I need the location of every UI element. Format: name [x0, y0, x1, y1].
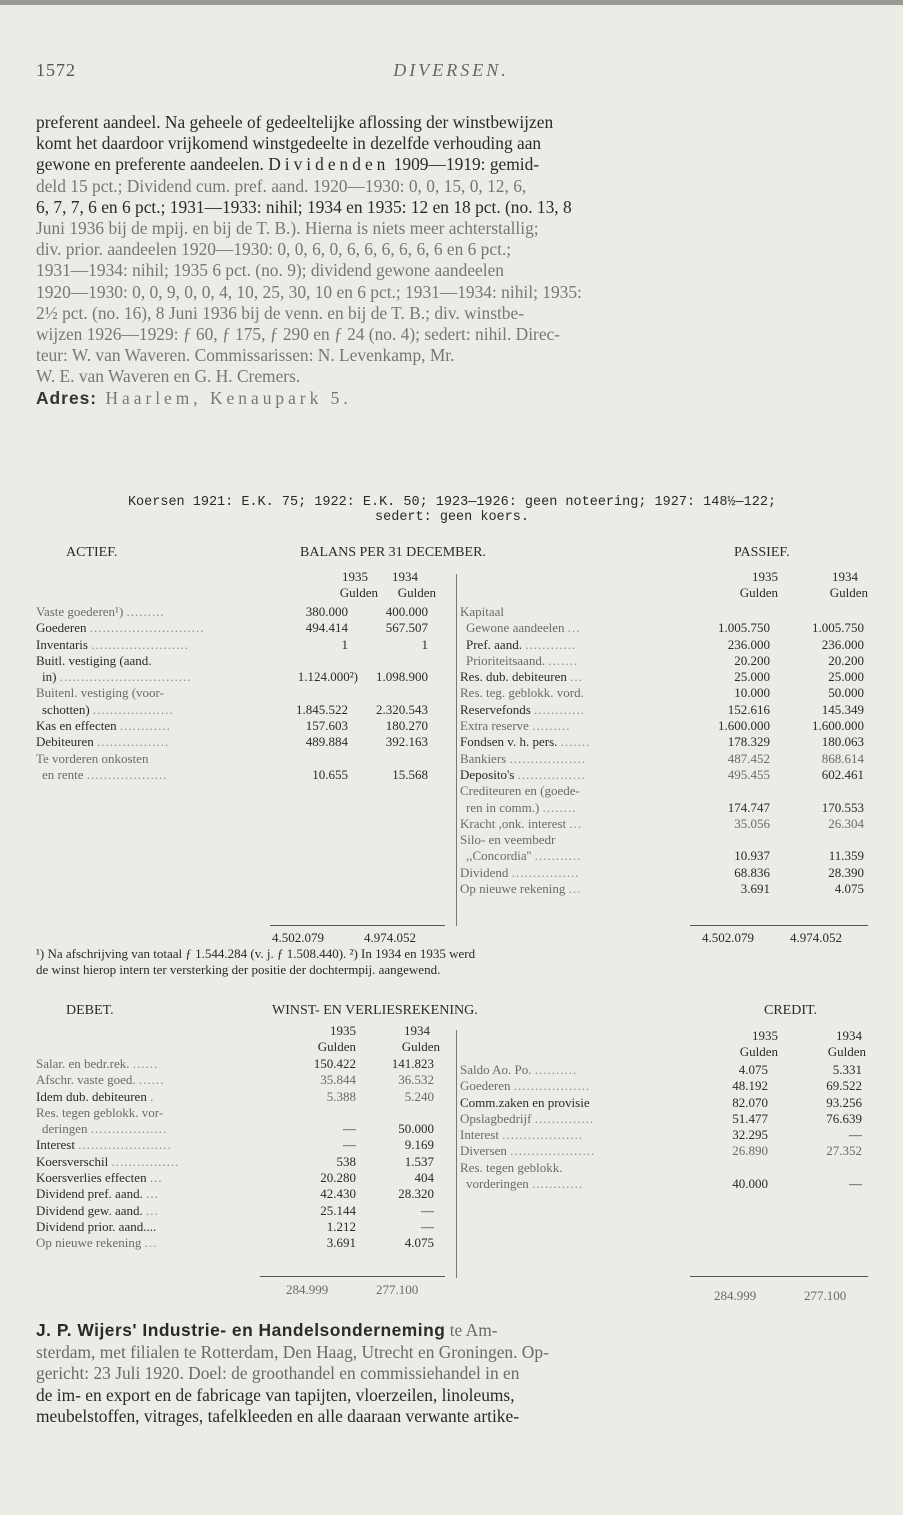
- passief-row: Dividend ................ 68.836 28.390: [460, 864, 864, 880]
- page-number: 1572: [36, 60, 76, 80]
- intro-line: 2½ pct. (no. 16), 8 Juni 1936 bij de venn. en bij de T. B.; div. winstbe-: [36, 302, 525, 323]
- debet-row: Salar. en bedr.rek. ...... 150.422 141.823: [36, 1056, 434, 1071]
- debet-row: Koersverschil ................ 538 1.537: [36, 1153, 434, 1169]
- year-heading: 1935: [342, 569, 368, 584]
- footnote-line: de winst hierop intern ter versterking der positie der dochtermpij. aangewend.: [36, 962, 441, 977]
- passief-row: Res. dub. debiteuren ... 25.000 25.000: [460, 669, 864, 685]
- credit-row: Goederen .................. 48.192 69.522: [460, 1078, 862, 1094]
- year-heading: 1934: [404, 1023, 430, 1038]
- top-rule: [0, 0, 903, 5]
- debet-row: Res. tegen geblokk. vor-: [36, 1104, 164, 1120]
- credit-row: Interest ................... 32.295 —: [460, 1127, 862, 1143]
- balans-right-total-rule: [690, 925, 868, 926]
- passief-row: Deposito's ................ 495.455 602.461: [460, 766, 864, 782]
- passief-row: Reservefonds ............ 152.616 145.349: [460, 701, 864, 717]
- actief-row: Inventaris ....................... 1 1: [36, 636, 428, 652]
- debet-heading: DEBET.: [66, 1003, 114, 1018]
- actief-row: schotten) ................... 1.845.522 2.320.543: [42, 701, 428, 717]
- passief-row: Kapitaal: [460, 604, 505, 619]
- unit-heading: Gulden: [317, 1039, 356, 1055]
- company-entry: [36, 1320, 868, 1428]
- credit-row: Res. tegen geblokk.: [460, 1159, 563, 1175]
- balans-column-divider: [456, 574, 457, 926]
- debet-row: Koersverlies effecten ... 20.280 404: [36, 1170, 434, 1186]
- year-heading: 1934: [832, 569, 858, 584]
- balans-title: BALANS PER 31 DECEMBER.: [300, 545, 486, 560]
- actief-row: en rente ................... 10.655 15.568: [42, 766, 428, 782]
- passief-columns-header: [458, 569, 868, 602]
- actief-row: Vaste goederen¹) ......... 380.000 400.000: [36, 604, 428, 619]
- balans-total: 4.502.079: [272, 930, 324, 945]
- passief-row: Res. teg. geblokk. vord. 10.000 50.000: [460, 685, 864, 701]
- debet-row: deringen .................. — 50.000: [42, 1121, 434, 1137]
- koersen-text: sedert: geen koers.: [375, 510, 529, 525]
- unit-heading: Gulden: [401, 1039, 440, 1055]
- passief-row: Op nieuwe rekening ... 3.691 4.075: [460, 881, 864, 897]
- intro-line: W. E. van Waveren en G. H. Cremers.: [36, 366, 301, 387]
- wv-total: 284.999: [286, 1282, 329, 1297]
- balans-title-row: [36, 545, 868, 565]
- debet-row: Op nieuwe rekening ... 3.691 4.075: [36, 1235, 434, 1251]
- intro-line: 1931—1934: nihil; 1935 6 pct. (no. 9); dividend gewone aandeelen: [36, 260, 505, 281]
- credit-heading: CREDIT.: [764, 1003, 818, 1018]
- actief-list: [36, 604, 436, 783]
- balans-total: 4.974.052: [364, 930, 416, 945]
- passief-heading: PASSIEF.: [734, 545, 790, 560]
- passief-row: Prioriteitsaand. ....... 20.200 20.200: [466, 652, 864, 668]
- intro-line: 6, 7, 7, 6 en 6 pct.; 1931—1933: nihil; 1934 en 1935: 12 en 18 pct. (no. 13, 8: [36, 196, 572, 217]
- wv-title-row: [36, 1003, 868, 1023]
- passief-row: Silo- en veembedr: [460, 832, 556, 848]
- wv-total: 277.100: [376, 1282, 419, 1297]
- wv-left-total-rule: [260, 1276, 445, 1277]
- wv-title: WINST- EN VERLIESREKENING.: [272, 1003, 478, 1018]
- passief-row: Crediteuren en (goede-: [460, 783, 580, 799]
- dividenden-spaced: Dividenden: [268, 154, 390, 175]
- closing-line: meubelstoffen, vitrages, tafelkleeden en alle daaraan verwante artike-: [36, 1406, 519, 1426]
- actief-row: Kas en effecten ............ 157.603 180.270: [36, 718, 428, 734]
- adres-line: [36, 388, 868, 409]
- running-head: DIVERSEN.: [393, 60, 509, 80]
- passief-row: Fondsen v. h. pers. ....... 178.329 180.063: [460, 734, 864, 750]
- intro-line: Juni 1936 bij de mpij. en bij de T. B.). Hierna is niets meer achterstallig;: [36, 218, 539, 239]
- closing-line: gericht: 23 Juli 1920. Doel: de groothandel en commissiehandel in en: [36, 1363, 520, 1383]
- adres-label: Adres:: [36, 387, 98, 408]
- unit-heading: Gulden: [739, 585, 778, 601]
- passief-row: Extra reserve ......... 1.600.000 1.600.000: [460, 718, 864, 734]
- intro-line: deld 15 pct.; Dividend cum. pref. aand. 1920—1930: 0, 0, 15, 0, 12, 6,: [36, 175, 527, 196]
- adres-value: Haarlem, Kenaupark 5.: [97, 387, 352, 408]
- page-header: [36, 60, 866, 86]
- actief-row: in) ............................... 1.124.000²) 1.098.900: [42, 669, 428, 685]
- passief-row: Gewone aandeelen ... 1.005.750 1.005.750: [466, 620, 864, 636]
- passief-row: ,,Concordia'' ........... 10.937 11.359: [466, 848, 864, 864]
- intro-line: 1920—1930: 0, 0, 9, 0, 0, 4, 10, 25, 30, 10 en 6 pct.; 1931—1934: nihil; 1935:: [36, 281, 582, 302]
- closing-line: J. P. Wijers' Industrie- en Handelsonderneming te Am-: [36, 1320, 498, 1340]
- year-heading: 1935: [752, 1028, 778, 1043]
- year-heading: 1935: [330, 1023, 356, 1038]
- passief-row: ren in comm.) ........ 174.747 170.553: [466, 799, 864, 815]
- credit-row: Comm.zaken en provisie 82.070 93.256: [460, 1094, 862, 1110]
- closing-line: sterdam, met filialen te Rotterdam, Den Haag, Utrecht en Groningen. Op-: [36, 1341, 549, 1362]
- unit-heading: Gulden: [829, 585, 868, 601]
- balans-total: 4.974.052: [790, 930, 842, 945]
- wv-total: 277.100: [804, 1288, 847, 1303]
- actief-columns-header: [36, 569, 436, 602]
- debet-list: [36, 1056, 446, 1252]
- credit-row: vorderingen ............ 40.000 —: [466, 1176, 862, 1192]
- intro-line: teur: W. van Waveren. Commissarissen: N. Levenkamp, Mr.: [36, 345, 455, 366]
- actief-row: Buitl. vestiging (aand.: [36, 652, 152, 668]
- passief-row: Bankiers .................. 487.452 868.614: [460, 750, 864, 766]
- actief-row: Buitenl. vestiging (voor-: [36, 685, 164, 701]
- balans-left-total-rule: [270, 925, 445, 926]
- debet-row: Dividend prior. aand.... 1.212 —: [36, 1218, 434, 1234]
- debet-row: Idem dub. debiteuren . 5.388 5.240: [36, 1088, 434, 1104]
- intro-line: komt het daardoor vrijkomend winstgedeelte in dezelfde verhouding aan: [36, 133, 542, 154]
- debet-columns-header: [36, 1023, 446, 1056]
- unit-heading: Gulden: [397, 585, 436, 601]
- credit-list: [460, 1062, 868, 1192]
- year-heading: 1934: [836, 1028, 862, 1043]
- actief-row: Te vorderen onkosten: [36, 750, 149, 766]
- company-name: J. P. Wijers' Industrie- en Handelsonderneming: [36, 1320, 446, 1340]
- intro-line: preferent aandeel. Na geheele of gedeeltelijke aflossing der winstbewijzen: [36, 112, 554, 132]
- wv-total: 284.999: [714, 1288, 757, 1303]
- unit-heading: Gulden: [739, 1044, 778, 1060]
- passief-row: Pref. aand. ............ 236.000 236.000: [466, 636, 864, 652]
- actief-row: Goederen ........................... 494.414 567.507: [36, 620, 428, 636]
- passief-row: Kracht ,onk. interest ... 35.056 26.304: [460, 815, 864, 831]
- actief-heading: ACTIEF.: [66, 545, 118, 560]
- koersen-text: Koersen 1921: E.K. 75; 1922: E.K. 50; 1923—1926: geen noteering; 1927: 148½—122;: [127, 495, 777, 510]
- wv-column-divider: [456, 1030, 457, 1278]
- passief-list: [460, 604, 868, 897]
- koersen-line: [36, 495, 868, 525]
- intro-line: gewone en preferente aandeelen. Dividenden 1909—1919: gemid-: [36, 154, 540, 175]
- debet-row: Dividend pref. aand. ... 42.430 28.320: [36, 1186, 434, 1202]
- closing-line: de im- en export en de fabricage van tapijten, vloerzeilen, linoleums,: [36, 1384, 515, 1405]
- credit-columns-header: [458, 1028, 868, 1061]
- year-heading: 1934: [392, 569, 418, 584]
- wv-right-total-rule: [690, 1276, 868, 1277]
- unit-heading: Gulden: [827, 1044, 866, 1060]
- intro-line: wijzen 1926—1929: ƒ 60, ƒ 175, ƒ 290 en ƒ 24 (no. 4); sedert: nihil. Direc-: [36, 324, 561, 345]
- debet-row: Interest ...................... — 9.169: [36, 1137, 434, 1153]
- balans-total: 4.502.079: [702, 930, 754, 945]
- intro-line: div. prior. aandeelen 1920—1930: 0, 0, 6, 0, 6, 6, 6, 6, 6, 6 en 6 pct.;: [36, 239, 512, 260]
- intro-paragraph: [36, 112, 868, 409]
- debet-row: Afschr. vaste goed. ...... 35.844 36.532: [36, 1072, 434, 1088]
- credit-row: Opslagbedrijf .............. 51.477 76.639: [460, 1110, 862, 1126]
- balans-footnote: [36, 946, 868, 978]
- credit-row: Saldo Ao. Po. .......... 4.075 5.331: [460, 1062, 862, 1077]
- year-heading: 1935: [752, 569, 778, 584]
- actief-row: Debiteuren ................. 489.884 392.163: [36, 734, 428, 750]
- credit-row: Diversen .................... 26.890 27.352: [460, 1143, 862, 1159]
- unit-heading: Gulden: [339, 585, 378, 601]
- footnote-line: ¹) Na afschrijving van totaal ƒ 1.544.284 (v. j. ƒ 1.508.440). ²) In 1934 en 1935 werd: [36, 946, 476, 961]
- debet-row: Dividend gew. aand. ... 25.144 —: [36, 1202, 434, 1218]
